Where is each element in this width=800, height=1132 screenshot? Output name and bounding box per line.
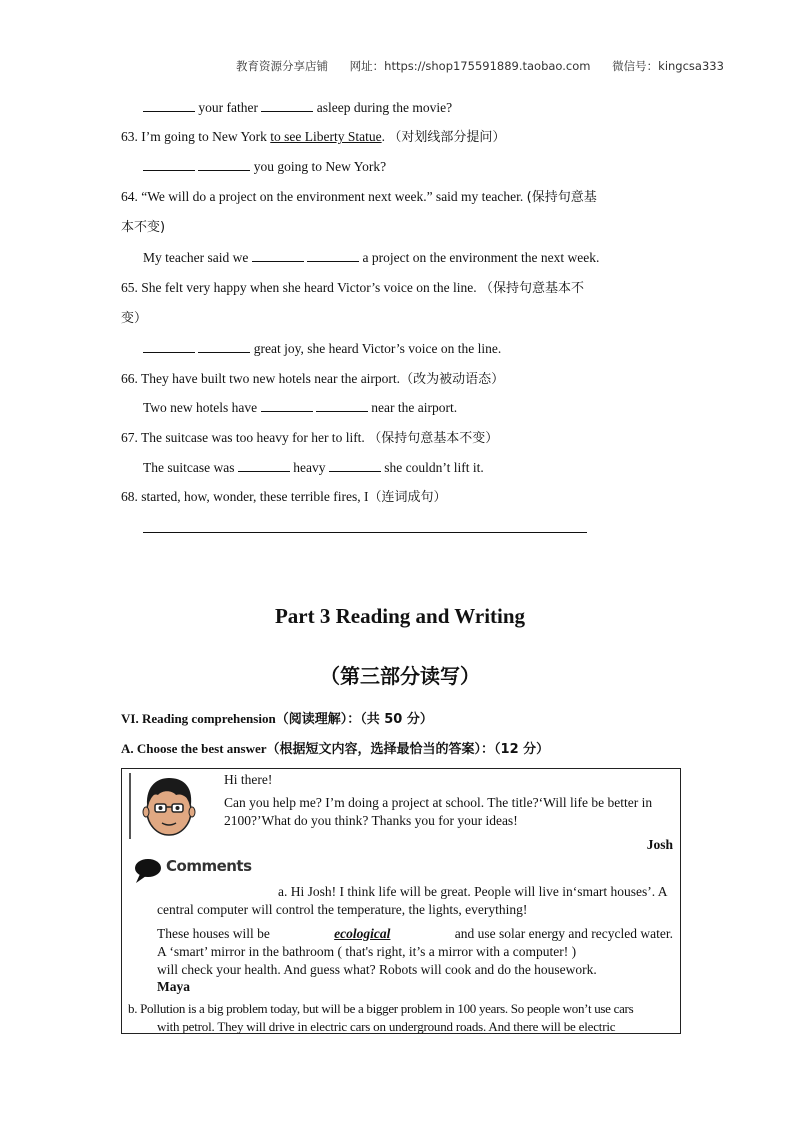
shop-name: 教育资源分享店铺 bbox=[236, 59, 328, 73]
q65-instruction-cont: 变） bbox=[121, 311, 148, 326]
question-65: 65. She felt very happy when she heard Victor’s voice on the line. （保持句意基本不 bbox=[121, 280, 584, 296]
comment-b-line-2: with petrol. They will drive in electric cars on underground roads. And there will be electric bbox=[157, 1019, 616, 1034]
greeting: Hi there! bbox=[224, 772, 273, 787]
question-68: 68. started, how, wonder, these terrible fires, I（连词成句） bbox=[121, 489, 447, 505]
section-vi-heading: VI. Reading comprehension（阅读理解）：（共 50 分） bbox=[121, 711, 433, 727]
part-subtitle: （第三部分读写） bbox=[320, 664, 480, 688]
instruction: （改为被动语态） bbox=[400, 372, 505, 387]
answer-blank[interactable] bbox=[198, 158, 250, 171]
q62-answer-line: your father asleep during the movie? bbox=[143, 98, 452, 118]
blank-word: ecological bbox=[334, 926, 391, 941]
comment-a-line-2: central computer will control the temperature, the lights, everything! bbox=[157, 902, 528, 917]
speech-bubble-icon bbox=[132, 857, 164, 885]
author-josh: Josh bbox=[646, 837, 673, 852]
page-header bbox=[236, 58, 724, 74]
q65-answer-line: great joy, she heard Victor’s voice on the line. bbox=[143, 339, 501, 359]
q67-answer-line: The suitcase was heavy she couldn’t lift it. bbox=[143, 460, 484, 475]
comment-a-line-4: A ‘smart’ mirror in the bathroom ( that's right, it’s a mirror with a computer! ) bbox=[157, 944, 577, 959]
instruction: （保持句意基本不变） bbox=[368, 431, 499, 446]
question-63: 63. I’m going to New York to see Liberty Statue. （对划线部分提问） bbox=[121, 129, 506, 145]
answer-blank[interactable] bbox=[143, 99, 195, 112]
comment-a-line-3: These houses will be ecological and use solar energy and recycled water. bbox=[157, 926, 673, 941]
instruction: （保持句意基本不 bbox=[479, 281, 584, 296]
intro-line-1: Can you help me? I’m doing a project at school. The title?‘Will life be better in bbox=[224, 795, 653, 810]
answer-blank[interactable] bbox=[198, 340, 250, 353]
question-67: 67. The suitcase was too heavy for her to lift. （保持句意基本不变） bbox=[121, 430, 499, 446]
comment-a-line-1: a. Hi Josh! I think life will be great. People will live in‘smart houses’. A bbox=[278, 884, 668, 899]
section-a-heading: A. Choose the best answer（根据短文内容，选择最恰当的答案）：（12 分） bbox=[121, 741, 550, 757]
instruction: (保持句意基 bbox=[526, 190, 597, 205]
answer-blank[interactable] bbox=[143, 340, 195, 353]
q63-answer-line: you going to New York? bbox=[143, 157, 386, 177]
answer-blank[interactable] bbox=[316, 399, 368, 412]
part-title: Part 3 Reading and Writing bbox=[274, 604, 526, 628]
answer-blank[interactable] bbox=[261, 99, 313, 112]
author-maya: Maya bbox=[157, 979, 190, 994]
question-66: 66. They have built two new hotels near the airport.（改为被动语态） bbox=[121, 371, 505, 387]
q66-answer-line: Two new hotels have near the airport. bbox=[143, 400, 458, 415]
q64-answer-line: My teacher said we a project on the environment the next week. bbox=[143, 250, 600, 265]
comment-b-line-1: b. Pollution is a big problem today, but will be a bigger problem in 100 years. So people won’t use cars bbox=[128, 1001, 634, 1016]
answer-blank[interactable] bbox=[307, 249, 359, 262]
reading-passage-box bbox=[121, 768, 681, 1034]
instruction: （对划线部分提问） bbox=[388, 130, 506, 145]
intro-line-2: 2100?’What do you think? Thanks you for your ideas! bbox=[224, 813, 518, 828]
answer-blank[interactable] bbox=[252, 249, 304, 262]
wechat-id: 微信号：kingcsa333 bbox=[612, 59, 724, 73]
instruction: （连词成句） bbox=[368, 490, 447, 505]
q68-answer-line[interactable] bbox=[143, 532, 587, 533]
question-64: 64. “We will do a project on the environment next week.” said my teacher. (保持句意基 bbox=[121, 189, 597, 205]
shop-url: 网址：https://shop175591889.taobao.com bbox=[349, 59, 591, 73]
comment-a-line-5: will check your health. And guess what? Robots will cook and do the housework. bbox=[157, 962, 597, 977]
underlined-phrase: to see Liberty Statue bbox=[270, 129, 382, 144]
answer-blank[interactable] bbox=[261, 399, 313, 412]
comments-logo: Comments bbox=[132, 857, 262, 887]
boy-avatar-icon bbox=[138, 775, 200, 839]
answer-blank[interactable] bbox=[143, 158, 195, 171]
q64-instruction-cont: 本不变) bbox=[121, 220, 166, 235]
answer-blank[interactable] bbox=[238, 459, 290, 472]
answer-blank[interactable] bbox=[329, 459, 381, 472]
